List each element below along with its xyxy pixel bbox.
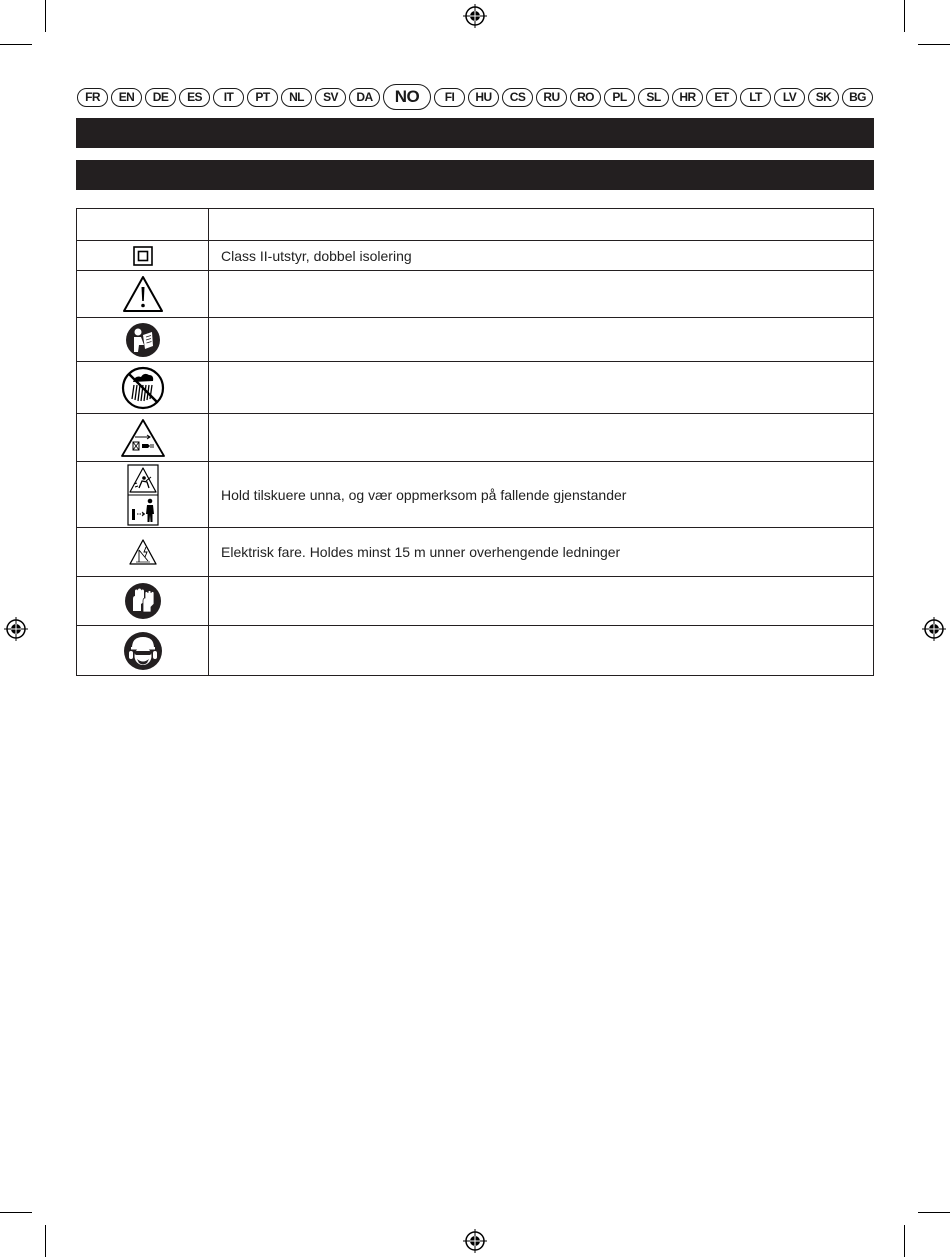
symbol-cell	[77, 362, 209, 414]
crop-mark	[0, 1212, 32, 1213]
wear-protective-gear-icon	[123, 631, 163, 671]
language-tab-ru[interactable]: RU	[536, 88, 567, 107]
language-tab-pl[interactable]: PL	[604, 88, 635, 107]
symbol-cell	[77, 271, 209, 318]
description-cell: Hold tilskuere unna, og vær oppmerksom på fallende gjenstander	[209, 462, 874, 528]
language-tab-lt[interactable]: LT	[740, 88, 771, 107]
crop-mark	[45, 1225, 46, 1257]
wear-gloves-icon	[124, 582, 162, 620]
keep-bystanders-away-icon	[127, 464, 159, 526]
description-cell	[209, 271, 874, 318]
table-row	[77, 271, 874, 318]
table-row	[77, 528, 874, 577]
language-tab-fr[interactable]: FR	[77, 88, 108, 107]
unplug-warning-icon	[120, 418, 166, 458]
registration-mark-icon	[4, 617, 28, 641]
crop-mark	[904, 0, 905, 32]
language-tab-fi[interactable]: FI	[434, 88, 465, 107]
description-cell	[209, 577, 874, 626]
description-cell	[209, 414, 874, 462]
crop-mark	[0, 44, 32, 45]
registration-mark-icon	[922, 617, 946, 641]
description-cell	[209, 209, 874, 241]
symbol-cell	[77, 241, 209, 271]
description-cell	[209, 626, 874, 676]
description-cell	[209, 362, 874, 414]
language-tab-nl[interactable]: NL	[281, 88, 312, 107]
table-row	[77, 626, 874, 676]
subsection-header-band	[76, 160, 874, 190]
language-tab-bg[interactable]: BG	[842, 88, 873, 107]
electrical-hazard-icon	[128, 538, 158, 566]
no-rain-icon	[121, 366, 165, 410]
description-cell: Class II-utstyr, dobbel isolering	[209, 241, 874, 271]
language-tab-hu[interactable]: HU	[468, 88, 499, 107]
language-selector	[77, 84, 873, 110]
symbol-cell	[77, 462, 209, 528]
symbol-cell	[77, 414, 209, 462]
crop-mark	[918, 44, 950, 45]
registration-mark-icon	[463, 4, 487, 28]
language-tab-sk[interactable]: SK	[808, 88, 839, 107]
language-tab-pt[interactable]: PT	[247, 88, 278, 107]
language-tab-da[interactable]: DA	[349, 88, 380, 107]
table-row	[77, 414, 874, 462]
symbol-cell	[77, 209, 209, 241]
warning-triangle-icon	[122, 275, 164, 313]
description-cell	[209, 318, 874, 362]
table-row	[77, 362, 874, 414]
language-tab-es[interactable]: ES	[179, 88, 210, 107]
language-tab-et[interactable]: ET	[706, 88, 737, 107]
symbol-cell	[77, 577, 209, 626]
description-cell: Elektrisk fare. Holdes minst 15 m unner overhengende ledninger	[209, 528, 874, 577]
crop-mark	[904, 1225, 905, 1257]
language-tab-sv[interactable]: SV	[315, 88, 346, 107]
language-tab-cs[interactable]: CS	[502, 88, 533, 107]
language-tab-hr[interactable]: HR	[672, 88, 703, 107]
crop-mark	[918, 1212, 950, 1213]
language-tab-it[interactable]: IT	[213, 88, 244, 107]
registration-mark-icon	[463, 1229, 487, 1253]
language-tab-ro[interactable]: RO	[570, 88, 601, 107]
section-header-band	[76, 118, 874, 148]
table-row	[77, 241, 874, 271]
symbols-table	[76, 208, 874, 676]
table-row	[77, 577, 874, 626]
table-row	[77, 462, 874, 528]
table-row	[77, 318, 874, 362]
double-insulation-icon	[133, 246, 153, 266]
language-tab-no-selected[interactable]: NO	[383, 84, 431, 110]
symbol-cell	[77, 626, 209, 676]
crop-mark	[45, 0, 46, 32]
symbol-cell	[77, 528, 209, 577]
language-tab-sl[interactable]: SL	[638, 88, 669, 107]
language-tab-de[interactable]: DE	[145, 88, 176, 107]
symbol-cell	[77, 318, 209, 362]
read-manual-icon	[125, 322, 161, 358]
table-header-row	[77, 209, 874, 241]
language-tab-lv[interactable]: LV	[774, 88, 805, 107]
language-tab-en[interactable]: EN	[111, 88, 142, 107]
